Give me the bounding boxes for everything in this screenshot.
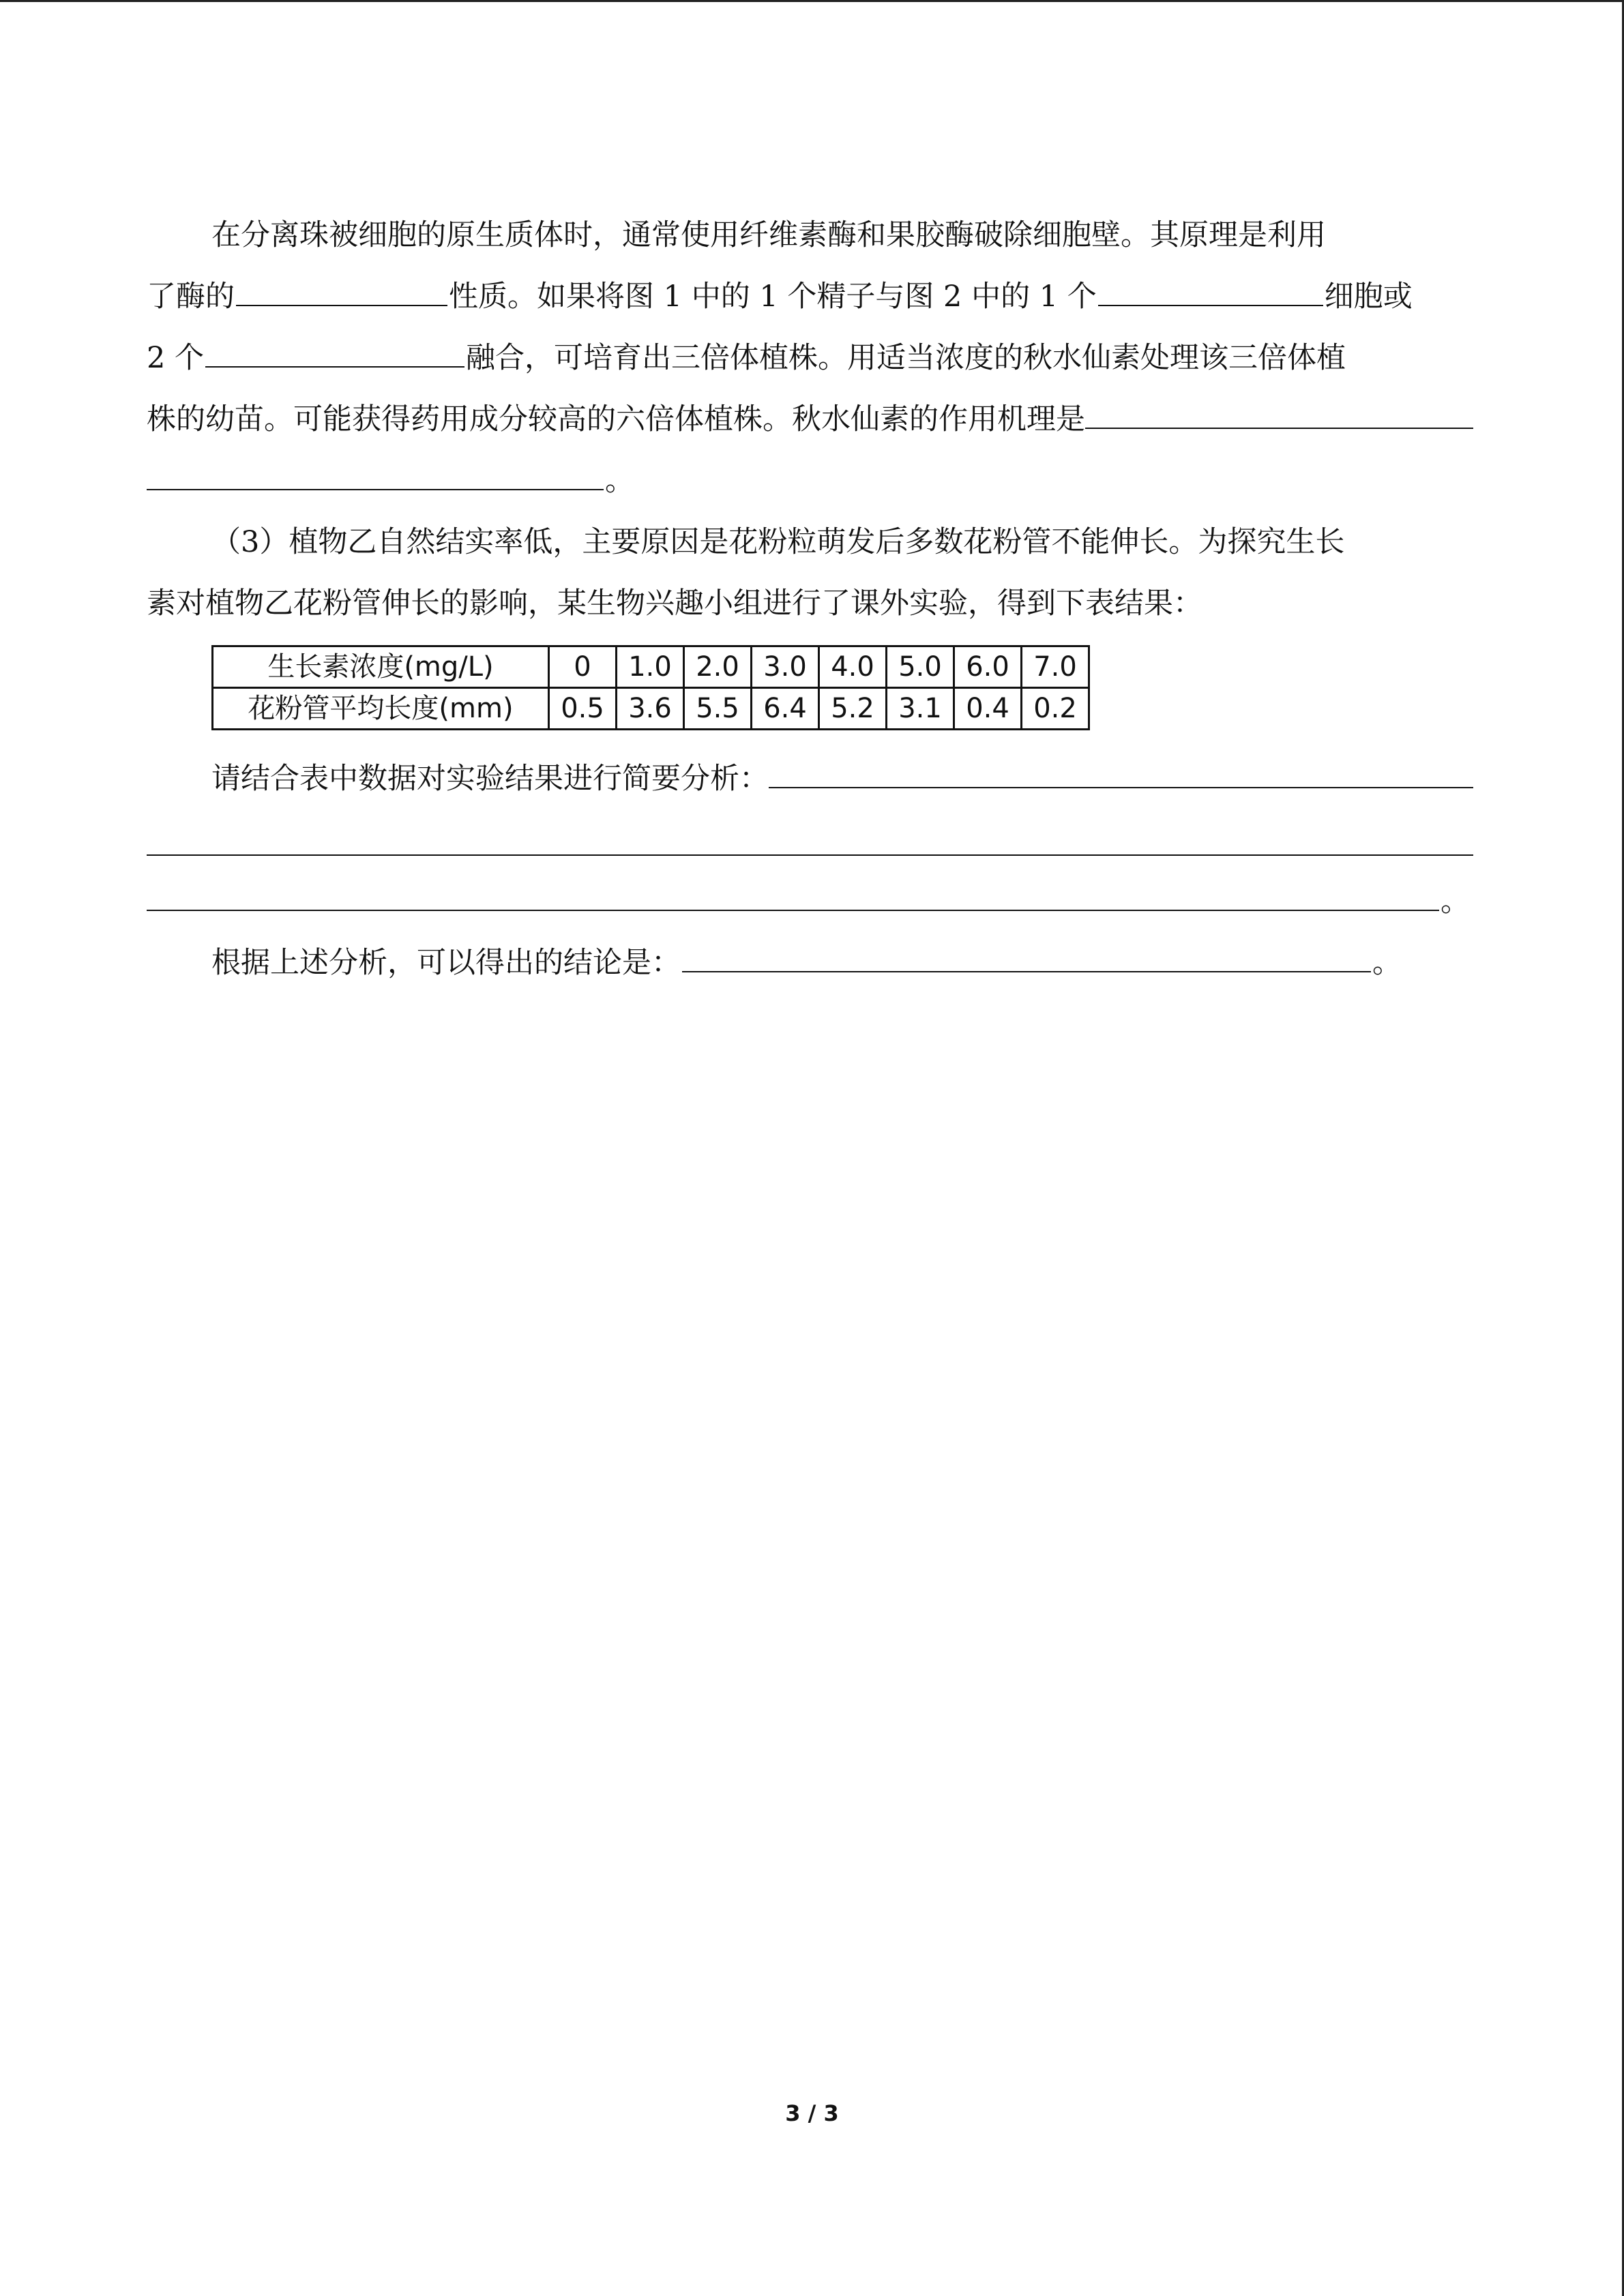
answer-blank-fusion-partner[interactable] [205, 329, 464, 368]
paragraph1-line1: 在分离珠被细胞的原生质体时，通常使用纤维素酶和果胶酶破除细胞壁。其原理是利用 [211, 218, 1326, 252]
text-segment: 株的幼苗。可能获得药用成分较高的六倍体植株。秋水仙素的作用机理是 [147, 402, 1085, 436]
table-cell: 3.1 [887, 688, 954, 730]
results-table [211, 645, 1090, 730]
top-border [0, 0, 1624, 2]
answer-blank-analysis[interactable] [769, 750, 1473, 788]
table-cell: 6.0 [954, 646, 1022, 688]
text-segment: 细胞或 [1324, 280, 1413, 314]
table-cell: 0.5 [549, 688, 617, 730]
table-cell: 5.2 [819, 688, 887, 730]
table-cell: 7.0 [1022, 646, 1089, 688]
paragraph2-line2: 素对植物乙花粉管伸长的影响，某生物兴趣小组进行了课外实验，得到下表结果： [147, 586, 1202, 621]
results-table-wrapper [211, 645, 1473, 730]
question-body [147, 205, 1473, 994]
conclusion-prompt: 根据上述分析，可以得出的结论是： [211, 946, 681, 980]
table-cell: 4.0 [819, 646, 887, 688]
paragraph1-line2 [147, 266, 1473, 327]
table-cell: 0.4 [954, 688, 1022, 730]
answer-blank-conclusion[interactable] [682, 934, 1371, 972]
table-row [213, 646, 1089, 688]
answer-blank-analysis-cont[interactable] [147, 854, 1473, 856]
table-cell: 0.2 [1022, 688, 1089, 730]
analysis-line1 [147, 748, 1473, 809]
table-header-pollen-tube-length: 花粉管平均长度(mm) [213, 688, 549, 730]
sentence-end: 。 [605, 464, 634, 498]
answer-blank-cell-type[interactable] [1098, 268, 1323, 306]
answer-blank-colchicine-mechanism-cont[interactable] [147, 452, 604, 490]
sentence-end: 。 [1372, 946, 1402, 980]
paragraph2-line1: （3）植物乙自然结实率低，主要原因是花粉粒萌发后多数花粉管不能伸长。为探究生长 [211, 525, 1345, 559]
analysis-line3 [147, 871, 1473, 932]
paragraph1-line5 [147, 450, 1473, 511]
paragraph1-line3 [147, 327, 1473, 389]
sentence-end: 。 [1441, 884, 1470, 919]
text-segment: 融合，可培育出三倍体植株。用适当浓度的秋水仙素处理该三倍体植 [466, 341, 1346, 375]
answer-blank-enzyme-property[interactable] [236, 268, 447, 306]
table-cell: 1.0 [617, 646, 684, 688]
analysis-line2 [147, 809, 1473, 871]
table-cell: 2.0 [684, 646, 752, 688]
text-segment: 2 个 [147, 341, 205, 375]
table-cell: 3.0 [752, 646, 819, 688]
table-cell: 0 [549, 646, 617, 688]
conclusion-line [147, 932, 1473, 994]
analysis-prompt: 请结合表中数据对实验结果进行简要分析： [211, 762, 769, 796]
table-cell: 3.6 [617, 688, 684, 730]
text-segment: 了酶的 [147, 280, 235, 314]
text-segment: 性质。如果将图 1 中的 1 个精子与图 2 中的 1 个 [449, 280, 1097, 314]
page-number: 3 / 3 [785, 2100, 839, 2126]
table-cell: 5.0 [887, 646, 954, 688]
table-header-auxin-concentration: 生长素浓度(mg/L) [213, 646, 549, 688]
table-cell: 6.4 [752, 688, 819, 730]
answer-blank-colchicine-mechanism[interactable] [1085, 391, 1473, 429]
table-cell: 5.5 [684, 688, 752, 730]
paragraph1-line4 [147, 389, 1473, 450]
answer-blank-analysis-end[interactable] [147, 873, 1439, 911]
table-row [213, 688, 1089, 730]
